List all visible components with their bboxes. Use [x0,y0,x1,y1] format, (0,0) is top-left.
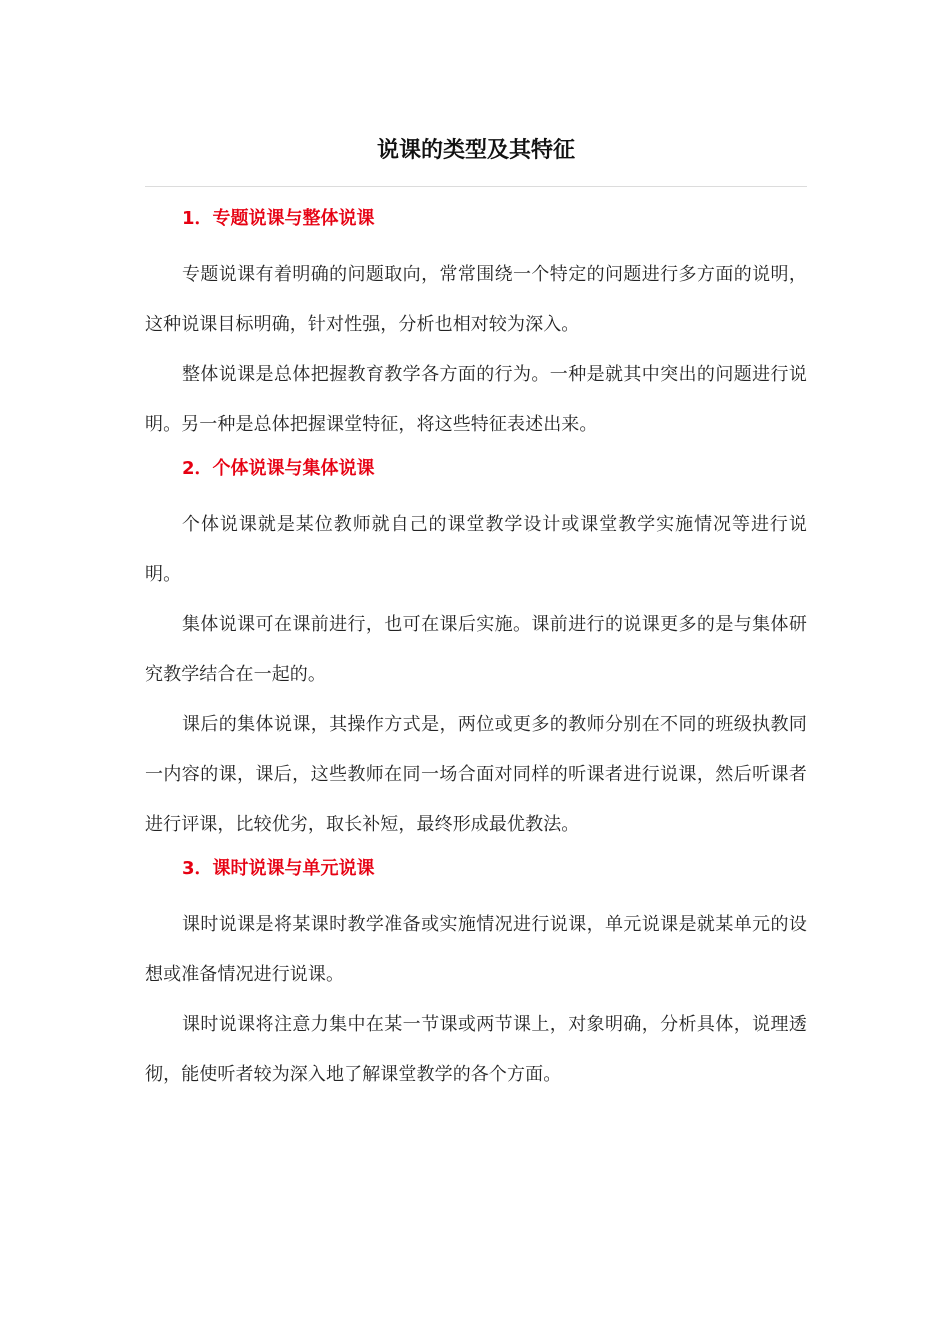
paragraph: 课时说课将注意力集中在某一节课或两节课上，对象明确，分析具体，说理透彻，能使听者较为深入地了解课堂教学的各个方面。 [145,1014,807,1085]
paragraph: 整体说课是总体把握教育教学各方面的行为。一种是就其中突出的问题进行说明。另一种是总体把握课堂特征，将这些特征表述出来。 [145,364,807,435]
section-3 [145,850,807,1100]
section-2 [145,450,807,850]
page-title: 说课的类型及其特征 [376,138,575,163]
paragraph: 个体说课就是某位教师就自己的课堂教学设计或课堂教学实施情况等进行说明。 [145,514,807,585]
section-heading: 1．专题说课与整体说课 [182,208,375,229]
section-heading: 3．课时说课与单元说课 [182,858,375,879]
paragraph: 课后的集体说课，其操作方式是，两位或更多的教师分别在不同的班级执教同一内容的课，课后，这些教师在同一场合面对同样的听课者进行说课，然后听课者进行评课，比较优劣，取长补短，最终形成最优教法。 [145,714,807,835]
title-divider [145,186,807,187]
paragraph: 集体说课可在课前进行，也可在课后实施。课前进行的说课更多的是与集体研究教学结合在一起的。 [145,614,807,685]
paragraph: 专题说课有着明确的问题取向，常常围绕一个特定的问题进行多方面的说明，这种说课目标明确，针对性强，分析也相对较为深入。 [145,264,807,335]
section-heading: 2．个体说课与集体说课 [182,458,375,479]
document-body [145,200,807,1100]
paragraph: 课时说课是将某课时教学准备或实施情况进行说课，单元说课是就某单元的设想或准备情况进行说课。 [145,914,807,985]
section-1 [145,200,807,450]
